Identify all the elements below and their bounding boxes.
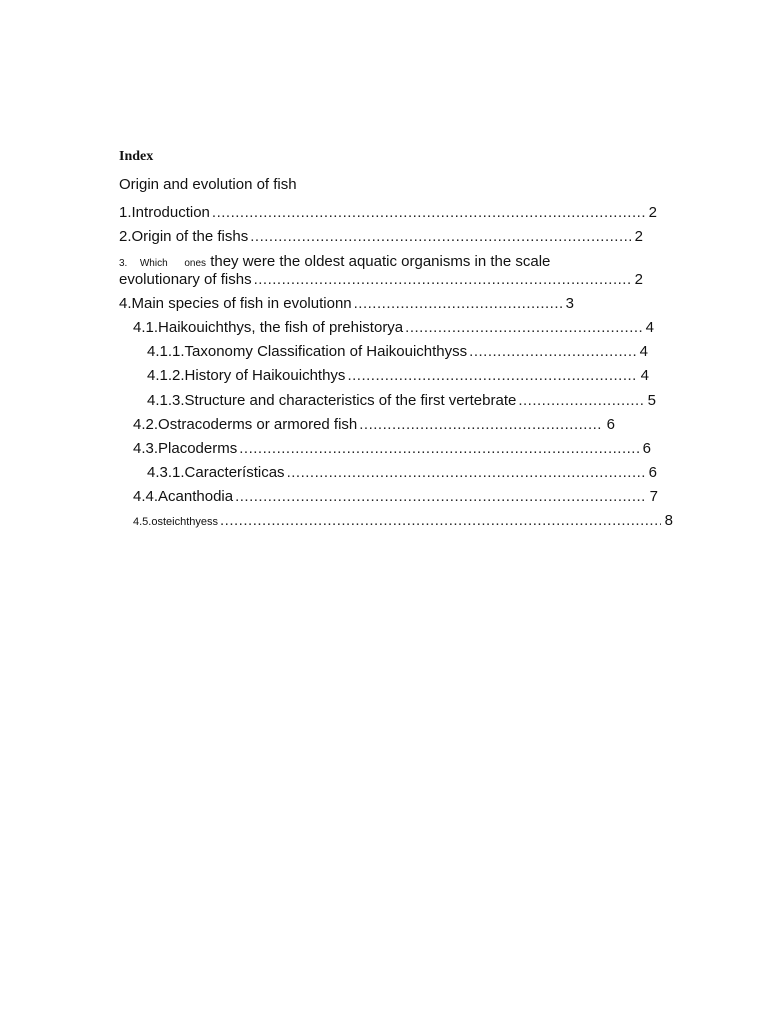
toc-entry-4-1-3[interactable] bbox=[147, 392, 656, 410]
toc-page-number: 4 bbox=[645, 319, 654, 336]
toc-title: Ostracoderms or armored fish bbox=[158, 416, 358, 433]
toc-title: Taxonomy Classification of Haikouichthyss bbox=[184, 343, 468, 360]
toc-page-number: 4 bbox=[640, 367, 649, 384]
toc-title: Placoderms bbox=[158, 440, 238, 457]
toc-word-which: Which bbox=[139, 258, 168, 269]
toc-number: 4.2. bbox=[133, 416, 159, 433]
dot-leader bbox=[518, 392, 643, 410]
toc-number: 2. bbox=[119, 228, 132, 245]
toc-page-number: 2 bbox=[634, 228, 643, 245]
toc-title: Acanthodia bbox=[158, 488, 234, 505]
toc-entry-4[interactable] bbox=[119, 295, 574, 313]
toc-number: 1. bbox=[119, 204, 132, 221]
toc-number: 4.3.1. bbox=[147, 464, 185, 481]
toc-page-number: 2 bbox=[634, 271, 643, 288]
toc-entry-3-line1[interactable] bbox=[119, 253, 550, 273]
toc-page-number: 8 bbox=[664, 512, 673, 529]
toc-title: Structure and characteristics of the first vertebrate bbox=[184, 392, 517, 409]
toc-number: 4.5. bbox=[133, 516, 152, 528]
toc-entry-2[interactable] bbox=[119, 228, 643, 246]
toc-number: 4. bbox=[119, 295, 132, 312]
toc-entry-4-1-2[interactable] bbox=[147, 367, 649, 385]
toc-title: History of Haikouichthys bbox=[184, 367, 346, 384]
document-subtitle: Origin and evolution of fish bbox=[119, 176, 297, 193]
toc-page-number: 7 bbox=[649, 488, 658, 505]
toc-page-number: 2 bbox=[648, 204, 657, 221]
toc-entry-4-4[interactable] bbox=[133, 488, 658, 506]
toc-number: 4.3. bbox=[133, 440, 159, 457]
toc-page-number: 6 bbox=[648, 464, 657, 481]
toc-number: 3. bbox=[119, 258, 128, 269]
toc-entry-4-3-1[interactable] bbox=[147, 464, 657, 482]
dot-leader bbox=[347, 367, 636, 385]
toc-title-line2: evolutionary of fishs bbox=[119, 271, 252, 288]
dot-leader bbox=[250, 228, 630, 246]
toc-entry-4-2[interactable] bbox=[133, 416, 615, 434]
toc-page-number: 4 bbox=[639, 343, 648, 360]
toc-entry-4-3[interactable] bbox=[133, 440, 651, 458]
dot-leader bbox=[212, 204, 645, 222]
toc-page-number: 6 bbox=[642, 440, 651, 457]
toc-number: 4.1. bbox=[133, 319, 159, 336]
toc-title: Origin of the fishs bbox=[131, 228, 249, 245]
toc-page-number: 5 bbox=[647, 392, 656, 409]
toc-page-number: 3 bbox=[565, 295, 574, 312]
dot-leader bbox=[254, 271, 631, 289]
toc-entry-3-line2[interactable] bbox=[119, 271, 643, 289]
toc-entry-4-1-1[interactable] bbox=[147, 343, 648, 361]
dot-leader bbox=[359, 416, 602, 434]
toc-title: osteichthyess bbox=[151, 516, 219, 528]
toc-number: 4.1.1. bbox=[147, 343, 185, 360]
toc-entry-4-1[interactable] bbox=[133, 319, 654, 337]
toc-title-line1: they were the oldest aquatic organisms in the scale bbox=[210, 253, 551, 270]
toc-number: 4.4. bbox=[133, 488, 159, 505]
dot-leader bbox=[405, 319, 642, 337]
dot-leader bbox=[235, 488, 646, 506]
toc-title: Introduction bbox=[131, 204, 210, 221]
dot-leader bbox=[469, 343, 636, 361]
toc-title: Haikouichthys, the fish of prehistorya bbox=[158, 319, 404, 336]
toc-title: Main species of fish in evolutionn bbox=[131, 295, 352, 312]
toc-number: 4.1.3. bbox=[147, 392, 185, 409]
dot-leader bbox=[287, 464, 645, 482]
dot-leader bbox=[239, 440, 638, 458]
toc-number: 4.1.2. bbox=[147, 367, 185, 384]
dot-leader bbox=[354, 295, 562, 313]
index-heading: Index bbox=[119, 149, 154, 164]
dot-leader bbox=[220, 512, 661, 530]
toc-entry-4-5[interactable] bbox=[133, 512, 673, 530]
toc-word-ones: ones bbox=[184, 258, 207, 269]
toc-page-number: 6 bbox=[606, 416, 615, 433]
toc-entry-1[interactable] bbox=[119, 204, 657, 222]
toc-title: Características bbox=[184, 464, 285, 481]
